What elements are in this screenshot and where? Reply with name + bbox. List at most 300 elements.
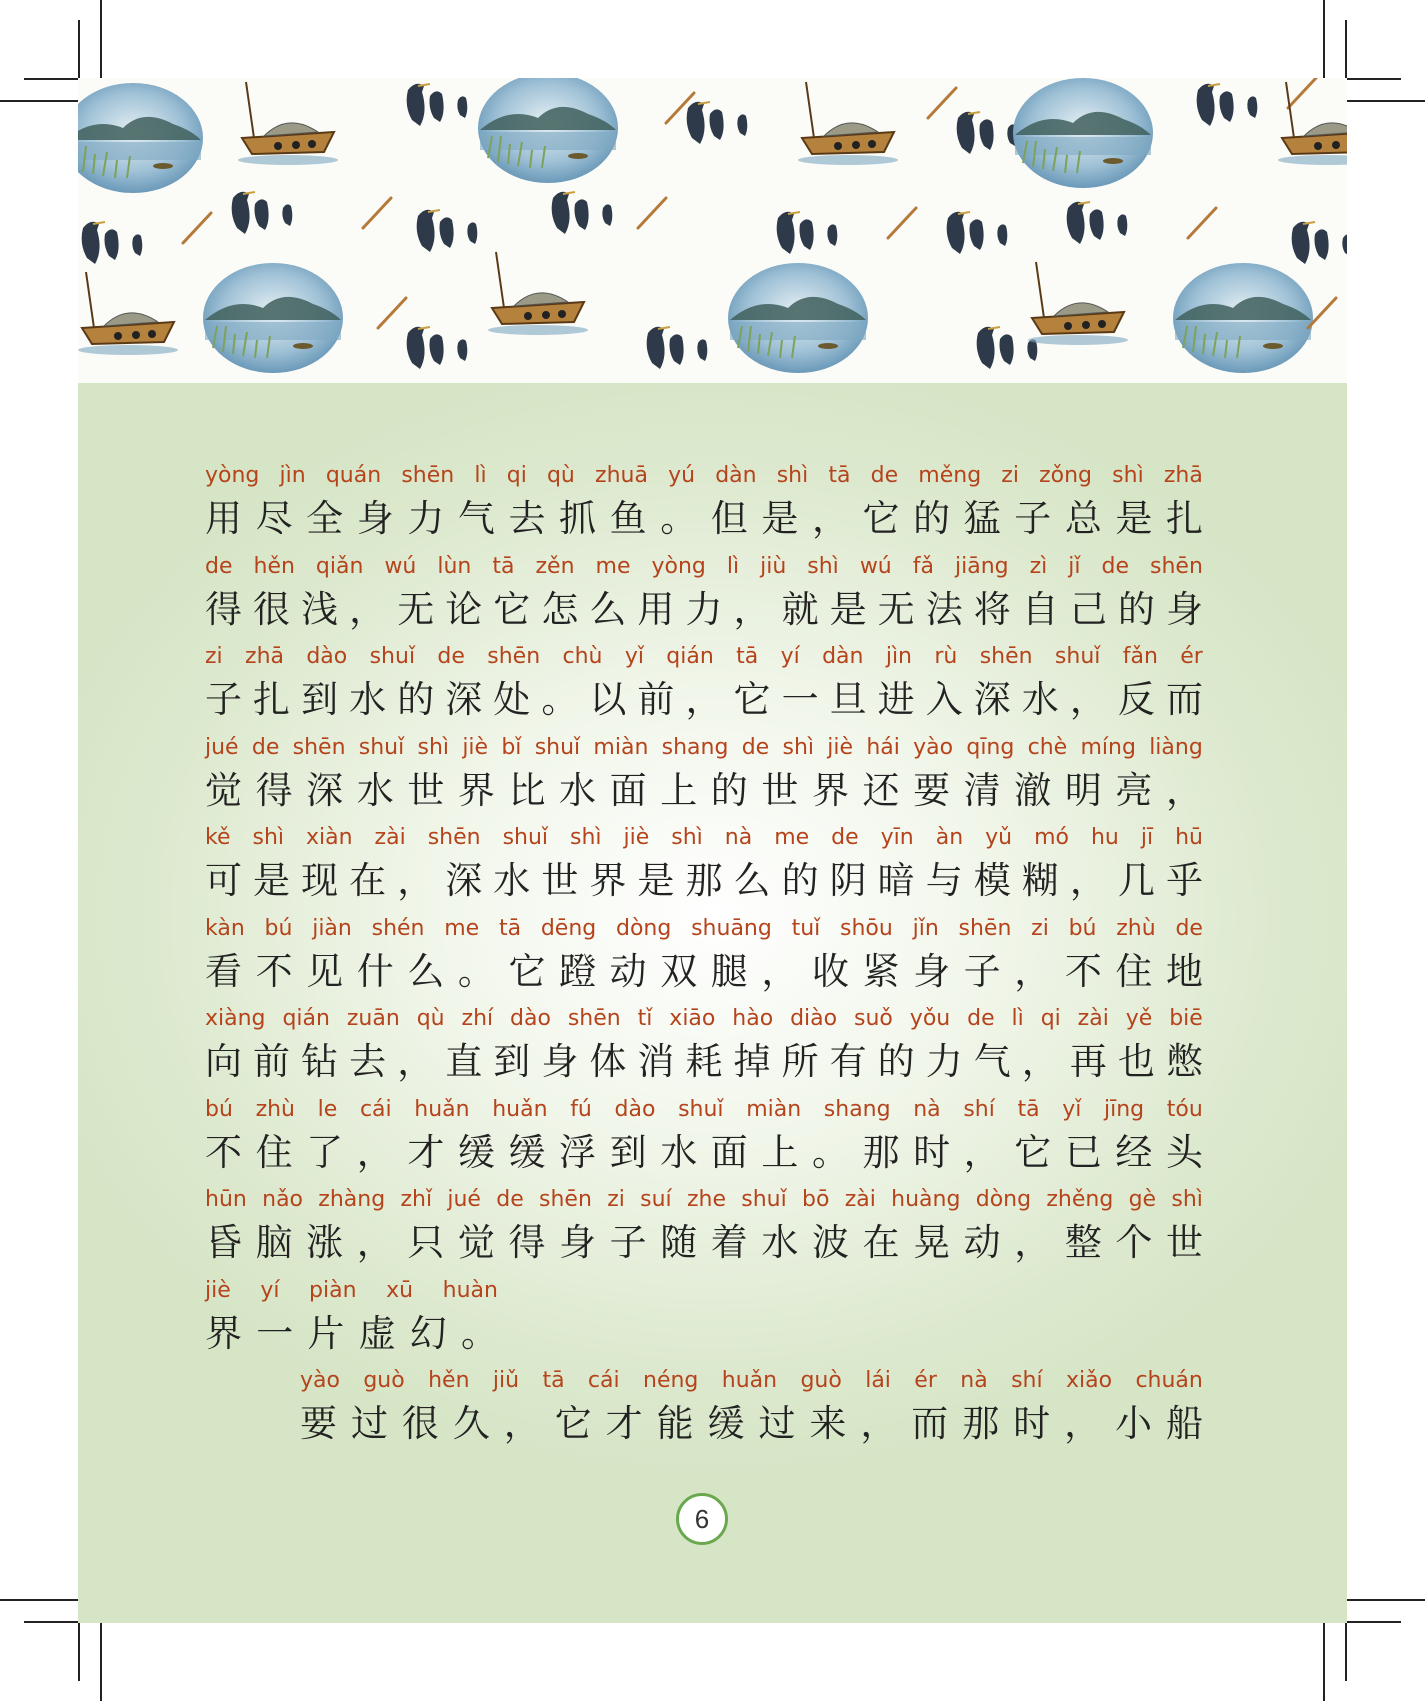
pinyin-syllable: guò [363,1368,405,1393]
pinyin-syllable: qīng [966,734,1015,760]
hanzi-line [205,1310,498,1358]
pinyin-line [205,644,1203,668]
hanzi-line [205,857,1203,905]
pinyin-syllable: huǎn [721,1368,778,1393]
hanzi-char: 子 [609,1221,647,1264]
pinyin-syllable: fǎn [1122,644,1158,669]
hanzi-char: 深 [306,768,344,812]
hanzi-char: 反 [1117,678,1155,721]
hanzi-char: 还 [862,768,900,812]
hanzi-char: 前 [253,1040,291,1083]
pinyin-syllable: yě [1125,1006,1153,1031]
crop-mark [1347,100,1425,102]
pinyin-line [300,1368,1203,1392]
pinyin-syllable: tuǐ [791,915,821,941]
pinyin-syllable: jué [447,1187,481,1212]
pinyin-syllable: lì [1011,1006,1024,1031]
hanzi-char: 掉 [733,1040,771,1083]
hanzi-char: ， [1069,678,1107,721]
pinyin-syllable: fǎ [912,553,934,579]
pinyin-syllable: de [741,734,770,760]
text-line-content [205,735,1203,815]
pinyin-syllable: bú [1068,915,1097,941]
hanzi-char: 无 [877,587,915,631]
hanzi-char: 憋 [1165,1040,1203,1083]
pinyin-syllable: qù [416,1006,445,1031]
text-line [78,1187,1347,1271]
pinyin-syllable: me [595,553,631,579]
pinyin-syllable: yǒu [909,1006,951,1031]
pinyin-syllable: mó [1034,825,1069,850]
hanzi-char: 到 [609,1130,647,1174]
hanzi-char: 深 [973,678,1011,721]
hanzi-char: 将 [973,587,1011,631]
hanzi-char: 水 [1021,678,1059,721]
pinyin-syllable: shì [1112,463,1144,488]
hanzi-char: 那 [685,859,723,902]
pinyin-syllable: shuǐ [358,734,405,760]
pinyin-syllable: shuāng [691,915,772,941]
page-number: 6 [676,1493,728,1545]
hanzi-char: 己 [1069,587,1107,631]
pinyin-syllable: hěn [253,553,295,579]
pinyin-syllable: zì [1029,553,1048,579]
pinyin-syllable: zhā [1163,463,1203,488]
hanzi-char: ， [733,587,771,631]
hanzi-char: 不 [255,949,293,993]
hanzi-char: ， [1014,949,1052,993]
hanzi-char: 子 [963,949,1001,993]
hanzi-char: 能 [656,1402,694,1445]
hanzi-char: 收 [811,949,849,993]
hanzi-char: 气 [457,497,495,540]
hanzi-char: 住 [1115,949,1153,993]
pinyin-syllable: dào [510,1006,551,1031]
pinyin-syllable: yǐ [1062,1096,1082,1122]
pinyin-syllable: shì [252,825,285,850]
pinyin-syllable: jiè [623,825,650,850]
illustration-banner [78,78,1347,383]
hanzi-char: 的 [781,859,819,902]
hanzi-char: 去 [349,1040,387,1083]
pinyin-syllable: xū [386,1277,414,1303]
pinyin-syllable: tā [736,644,759,669]
hanzi-char: 见 [306,949,344,993]
hanzi-char: 浮 [559,1130,597,1174]
pinyin-syllable: diào [790,1006,838,1031]
text-line [78,1368,1347,1452]
pinyin-syllable: guò [800,1368,842,1393]
pinyin-syllable: tǐ [637,1006,653,1031]
pinyin-syllable: qián [666,644,714,669]
hanzi-char: 么 [589,587,627,631]
hanzi-char: 面 [710,1130,748,1174]
text-line [78,825,1347,909]
hanzi-char: 。 [457,949,495,993]
hanzi-char: 时 [1013,1402,1051,1445]
hanzi-char: 是 [761,497,799,540]
hanzi-char: 已 [1064,1130,1102,1174]
pinyin-syllable: zǒng [1039,463,1093,488]
hanzi-char: 脑 [255,1221,293,1264]
pinyin-syllable: shēn [539,1187,592,1212]
hanzi-char: 才 [605,1402,643,1445]
hanzi-char: 上 [761,1130,799,1174]
hanzi-char: 澈 [1014,768,1052,812]
hanzi-line [205,1219,1203,1267]
pinyin-syllable: biē [1169,1006,1203,1031]
hanzi-char: 扎 [253,678,291,721]
hanzi-char: 缓 [508,1130,546,1174]
pinyin-syllable: bǐ [501,734,522,760]
pinyin-syllable: zi [607,1187,625,1212]
hanzi-char: ， [349,587,387,631]
hanzi-char: 自 [1021,587,1059,631]
hanzi-char: 现 [301,859,339,902]
pinyin-syllable: měng [918,463,982,488]
pinyin-syllable: zhuā [595,463,648,488]
pinyin-syllable: jǐn [912,915,939,941]
pinyin-syllable: chuán [1135,1368,1203,1393]
hanzi-char: ， [1064,1402,1102,1445]
pinyin-syllable: quán [325,463,382,488]
hanzi-char: ， [1069,859,1107,902]
hanzi-char: 深 [445,859,483,902]
pinyin-syllable: hào [732,1006,774,1031]
hanzi-char: 是 [829,587,867,631]
crop-mark [1347,1599,1425,1601]
hanzi-char: 得 [255,768,293,812]
pinyin-syllable: qián [282,1006,330,1031]
pinyin-syllable: zhěng [1046,1187,1114,1212]
pinyin-syllable: chù [562,644,603,669]
hanzi-line [205,948,1203,996]
pinyin-syllable: cái [359,1096,392,1122]
text-line-content [205,554,1203,634]
pinyin-syllable: shuǐ [369,644,416,669]
text-line-content [205,916,1203,996]
hanzi-line [300,1400,1203,1448]
hanzi-char: 水 [761,1221,799,1264]
text-line [78,644,1347,728]
pinyin-syllable: shuǐ [1054,644,1101,669]
hanzi-char: 亮 [1115,768,1153,812]
hanzi-char: 随 [660,1221,698,1264]
hanzi-char: 要 [913,768,951,812]
pinyin-syllable: yòng [651,553,706,579]
pinyin-syllable: xiāo [669,1006,716,1031]
pinyin-syllable: dào [614,1096,656,1122]
crop-mark [78,1623,80,1681]
hanzi-char: 力 [407,497,445,540]
hanzi-char: 模 [973,859,1011,902]
hanzi-char: 。 [811,1130,849,1174]
hanzi-char: ， [397,859,435,902]
pinyin-syllable: nǎo [262,1187,304,1212]
hanzi-char: 而 [1165,678,1203,721]
hanzi-char: 它 [508,949,546,993]
pinyin-syllable: yí [780,644,800,669]
hanzi-char: 界 [589,859,627,902]
hanzi-char: 虚 [358,1311,396,1355]
pinyin-syllable: shì [1171,1187,1203,1212]
hanzi-char: 力 [925,1040,963,1083]
hanzi-char: 觉 [205,768,242,812]
text-line-content [205,644,1203,724]
pinyin-syllable: jī [1140,825,1154,850]
pinyin-syllable: shang [823,1096,891,1122]
hanzi-char: 浅 [301,587,339,631]
pinyin-syllable: zài [374,825,406,850]
hanzi-char: ， [356,1130,394,1174]
text-line [78,554,1347,638]
hanzi-char: 用 [205,497,242,540]
hanzi-char: 什 [356,949,394,993]
text-line-content [300,1368,1203,1448]
hanzi-char: 到 [493,1040,531,1083]
pinyin-syllable: yǐ [624,644,644,669]
pinyin-syllable: lái [865,1368,891,1393]
pinyin-syllable: shang [661,734,729,760]
pinyin-syllable: miàn [746,1096,802,1122]
pinyin-syllable: wú [384,553,417,579]
hanzi-char: 片 [307,1311,345,1355]
hanzi-char: ， [503,1402,541,1445]
pinyin-syllable: huàn [442,1277,498,1303]
hanzi-char: 气 [973,1040,1011,1083]
pinyin-syllable: qi [506,463,527,488]
pinyin-syllable: yào [300,1368,340,1393]
pinyin-syllable: hū [1175,825,1203,850]
pinyin-syllable: de [1175,915,1203,941]
hanzi-char: 明 [1064,768,1102,812]
hanzi-char: 是 [1115,497,1153,540]
pinyin-syllable: zhù [255,1096,295,1122]
hanzi-char: 去 [508,497,546,540]
pinyin-syllable: míng [1080,734,1136,760]
hanzi-line [205,586,1203,634]
hanzi-char: 一 [781,678,819,721]
hanzi-char: 面 [609,768,647,812]
hanzi-char: 不 [1064,949,1102,993]
pinyin-syllable: rù [934,644,958,669]
pinyin-line [205,916,1203,940]
text-line-content [205,1278,498,1358]
hanzi-char: 那 [862,1130,900,1174]
hanzi-char: ， [963,1130,1001,1174]
hanzi-char: ， [1014,1221,1052,1264]
pinyin-syllable: shēn [567,1006,621,1031]
pinyin-syllable: kàn [205,915,245,941]
hanzi-char: 向 [205,1040,242,1083]
hanzi-char: 身 [559,1221,597,1264]
pinyin-line [205,1006,1203,1030]
pinyin-syllable: ér [914,1368,937,1393]
pinyin-syllable: bō [802,1187,830,1212]
pinyin-syllable: zhe [686,1187,726,1212]
hanzi-char: ， [356,1221,394,1264]
pinyin-syllable: shuǐ [534,734,581,760]
hanzi-char: 整 [1064,1221,1102,1264]
pinyin-syllable: shēn [292,734,346,760]
hanzi-char: 的 [877,1040,915,1083]
hanzi-char: 糊 [1021,859,1059,902]
hanzi-char: ， [811,497,849,540]
pinyin-syllable: tā [1017,1096,1040,1122]
pinyin-syllable: jīng [1104,1096,1145,1122]
hanzi-char: 上 [660,768,698,812]
pinyin-syllable: yào [913,734,954,760]
hanzi-char: 觉 [457,1221,495,1264]
hanzi-char: 过 [758,1402,796,1445]
pinyin-syllable: de [251,734,280,760]
pinyin-syllable: shēn [979,644,1033,669]
hanzi-char: 身 [356,497,394,540]
text-line [78,1006,1347,1090]
pinyin-syllable: zhí [461,1006,494,1031]
hanzi-char: 处 [493,678,531,721]
pinyin-syllable: yīn [880,825,914,850]
hanzi-char: 紧 [862,949,900,993]
pinyin-syllable: néng [643,1368,699,1393]
hanzi-char: 用 [637,587,675,631]
hanzi-char: 界 [205,1311,242,1355]
pinyin-syllable: me [774,825,810,850]
hanzi-char: 双 [660,949,698,993]
text-line [78,463,1347,547]
pinyin-syllable: lì [474,463,487,488]
hanzi-char: 进 [877,678,915,721]
hanzi-char: 身 [1165,587,1203,631]
crop-mark [78,20,80,78]
pinyin-syllable: jiàn [312,915,352,941]
hanzi-char: 界 [811,768,849,812]
hanzi-char: 。 [460,1311,498,1355]
hanzi-char: 在 [349,859,387,902]
hanzi-char: 它 [733,678,771,721]
pinyin-syllable: àn [935,825,964,850]
pinyin-syllable: hái [866,734,900,760]
pinyin-syllable: le [317,1096,338,1122]
hanzi-char: 世 [1165,1221,1203,1264]
hanzi-char: 腿 [710,949,748,993]
crop-mark [1345,20,1347,78]
pinyin-syllable: de [870,463,899,488]
pinyin-syllable: jiè [462,734,489,760]
hanzi-char: 身 [541,1040,579,1083]
pinyin-syllable: jìn [279,463,306,488]
pinyin-syllable: zài [1077,1006,1109,1031]
pinyin-syllable: yú [668,463,696,488]
pinyin-syllable: shì [807,553,839,579]
pinyin-syllable: bú [205,1096,233,1122]
hanzi-char: 体 [589,1040,627,1083]
hanzi-char: 动 [963,1221,1001,1264]
hanzi-char: 再 [1069,1040,1107,1083]
pinyin-syllable: jué [205,734,239,760]
hanzi-char: 波 [811,1221,849,1264]
pinyin-syllable: tā [492,553,515,579]
pinyin-syllable: zi [205,644,223,669]
pinyin-syllable: de [496,1187,524,1212]
pinyin-syllable: shuǐ [678,1096,724,1122]
hanzi-char: 么 [733,859,771,902]
pinyin-syllable: zài [844,1187,876,1212]
pinyin-syllable: zi [1001,463,1019,488]
pinyin-syllable: hūn [205,1187,247,1212]
pinyin-syllable: shuǐ [741,1187,787,1212]
text-line-content [205,1097,1203,1177]
hanzi-line [205,1038,1203,1086]
pinyin-syllable: dòng [975,1187,1032,1212]
hanzi-char: 扎 [1165,497,1203,540]
pinyin-syllable: suí [640,1187,672,1212]
hanzi-char: 晃 [913,1221,951,1264]
hanzi-char: 它 [493,587,531,631]
pinyin-syllable: tā [498,915,522,941]
hanzi-char: 前 [637,678,675,721]
pinyin-syllable: huàng [891,1187,961,1212]
hanzi-char: 的 [710,768,748,812]
text-line [78,1278,1347,1362]
text-line [78,1097,1347,1181]
hanzi-char: 水 [349,678,387,721]
hanzi-char: 几 [1117,859,1155,902]
hanzi-char: 与 [925,859,963,902]
hanzi-char: 是 [637,859,675,902]
hanzi-char: 很 [253,587,291,631]
hanzi-char: 深 [445,678,483,721]
pinyin-syllable: huǎn [414,1096,470,1122]
hanzi-char: ， [685,678,723,721]
pinyin-syllable: xiǎo [1065,1368,1113,1393]
pinyin-syllable: dòng [616,915,672,941]
pinyin-syllable: hu [1090,825,1119,850]
hanzi-line [205,767,1203,815]
pinyin-syllable: shuǐ [502,825,549,850]
hanzi-char: 有 [829,1040,867,1083]
pinyin-syllable: nà [913,1096,941,1122]
pinyin-syllable: dàn [715,463,757,488]
hanzi-char: 蹬 [559,949,597,993]
hanzi-char: 法 [925,587,963,631]
hanzi-char: 暗 [877,859,915,902]
pinyin-syllable: chè [1027,734,1068,760]
hanzi-char: 船 [1165,1402,1203,1445]
hanzi-char: 的 [397,678,435,721]
pinyin-syllable: shēn [1150,553,1203,579]
pinyin-syllable: qiǎn [315,553,364,579]
pinyin-syllable: huǎn [492,1096,548,1122]
pinyin-line [205,1187,1203,1211]
hanzi-char: 么 [407,949,445,993]
text-line-content [205,1006,1203,1086]
pinyin-syllable: zhù [1116,915,1156,941]
hanzi-char: 水 [660,1130,698,1174]
hanzi-char: 水 [559,768,597,812]
hanzi-line [205,1129,1203,1177]
hanzi-char: 得 [508,1221,546,1264]
pinyin-syllable: nà [724,825,753,850]
hanzi-char: 水 [356,768,394,812]
pinyin-syllable: jiè [205,1277,231,1303]
text-line-content [205,463,1203,543]
hanzi-line [205,495,1203,543]
hanzi-char: 涨 [306,1221,344,1264]
pinyin-syllable: shí [963,1096,995,1122]
hanzi-char: 子 [1014,497,1052,540]
pinyin-syllable: wú [859,553,892,579]
